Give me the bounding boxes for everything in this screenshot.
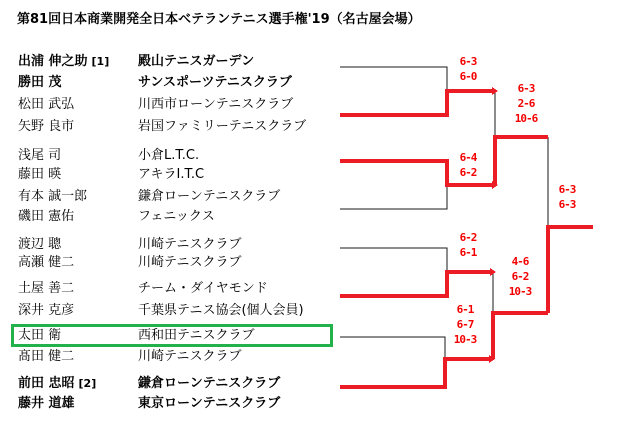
score-line: 6-3 — [558, 198, 576, 211]
entry-row — [18, 118, 348, 136]
player-name: 深井 克彦 — [18, 303, 75, 318]
club-name: 東京ローンテニスクラブ — [138, 396, 281, 411]
score-final — [548, 182, 586, 212]
club-name: 岩国ファミリーテニスクラブ — [138, 119, 307, 134]
winner-path-sf1 — [495, 137, 548, 185]
player-name: 出浦 伸之助 — [18, 54, 88, 69]
winner-arrow — [492, 87, 498, 95]
page-title: 第81回日本商業開発全日本ベテランテニス選手権'19（名古屋会場） — [17, 12, 421, 27]
player-name: 前田 忠昭 — [18, 376, 75, 391]
winner-path-final — [548, 227, 593, 313]
entry-row — [18, 280, 348, 298]
club-name: 川崎テニスクラブ — [138, 237, 242, 252]
score-line: 4-6 — [511, 255, 529, 268]
club-name: 千葉県テニス協会(個人会員) — [138, 303, 304, 318]
winner-path-sf2 — [493, 313, 548, 359]
player-name: 藤井 道雄 — [18, 396, 75, 411]
score-line: 6-7 — [456, 318, 474, 331]
bracket-line-team4 — [340, 185, 447, 209]
club-name: チーム・ダイヤモンド — [138, 281, 268, 296]
score-line: 2-6 — [517, 97, 535, 110]
score-line: 6-3 — [558, 183, 576, 196]
score-line: 6-2 — [459, 231, 477, 244]
player-name: 土屋 善二 — [18, 281, 75, 296]
entry-row — [18, 208, 348, 226]
entry-row — [18, 96, 348, 114]
player-name: 有本 誠一郎 — [18, 189, 88, 204]
bracket-line-team7 — [340, 337, 445, 359]
player-name: 松田 武弘 — [18, 97, 75, 112]
bracket-line-team5 — [340, 248, 447, 272]
seed-badge: [1] — [91, 55, 110, 68]
club-name: 川崎テニスクラブ — [138, 349, 242, 364]
player-name: 浅尾 司 — [18, 148, 62, 163]
club-name: 川崎テニスクラブ — [138, 255, 242, 270]
score-sf2 — [498, 254, 542, 299]
player-name: 勝田 茂 — [18, 75, 62, 90]
winner-path-qf3 — [340, 272, 491, 296]
club-name: 西和田テニスクラブ — [138, 328, 255, 343]
entry-row — [18, 188, 348, 206]
club-name: フェニックス — [138, 209, 215, 224]
entry-row — [18, 375, 348, 393]
score-qf1 — [446, 54, 490, 84]
entry-row — [18, 254, 348, 272]
score-qf2 — [446, 150, 490, 180]
club-name: サンスポーツテニスクラブ — [138, 75, 292, 90]
winner-arrow — [489, 355, 495, 363]
club-name: 川西市ローンテニスクラブ — [138, 97, 294, 112]
score-line: 10-6 — [514, 112, 538, 125]
player-name: 藤田 暎 — [18, 167, 62, 182]
entry-row — [18, 74, 348, 92]
entry-row — [18, 147, 348, 165]
highlight-box — [11, 324, 333, 347]
score-line: 6-1 — [456, 303, 474, 316]
winner-arrow — [492, 181, 498, 189]
score-line: 6-3 — [459, 55, 477, 68]
player-name: 太田 衛 — [18, 328, 62, 343]
score-line: 6-0 — [459, 70, 477, 83]
club-name: 鎌倉ローンテニスクラブ — [138, 189, 281, 204]
player-name: 渡辺 聰 — [18, 237, 62, 252]
score-line: 6-2 — [511, 270, 529, 283]
entry-row — [18, 395, 348, 413]
score-line: 6-4 — [459, 151, 477, 164]
entry-row — [18, 302, 348, 320]
score-line: 10-3 — [508, 285, 532, 298]
score-line: 6-1 — [459, 246, 477, 259]
score-sf1 — [504, 81, 548, 126]
entry-row — [18, 53, 348, 71]
winner-path-qf4 — [340, 359, 490, 387]
player-name: 磯田 憲佑 — [18, 209, 75, 224]
club-name: 鎌倉ローンテニスクラブ — [138, 376, 281, 391]
winner-path-qf1 — [340, 91, 493, 115]
entry-row — [18, 166, 348, 184]
player-name: 髙田 健二 — [18, 349, 75, 364]
entry-row — [18, 236, 348, 254]
winner-arrow — [490, 268, 496, 276]
score-qf3 — [446, 230, 490, 260]
club-name: 小倉L.T.C. — [138, 148, 200, 163]
score-line: 10-3 — [453, 333, 477, 346]
player-name: 高瀬 健二 — [18, 255, 75, 270]
club-name: アキラI.T.C — [138, 167, 205, 182]
score-line: 6-3 — [517, 82, 535, 95]
bracket-line-team1 — [340, 67, 447, 91]
score-line: 6-2 — [459, 166, 477, 179]
seed-badge: [2] — [78, 377, 97, 390]
entry-row — [18, 348, 348, 366]
score-qf4 — [443, 302, 487, 347]
player-name: 矢野 良市 — [18, 119, 75, 134]
club-name: 殿山テニスガーデン — [138, 54, 255, 69]
